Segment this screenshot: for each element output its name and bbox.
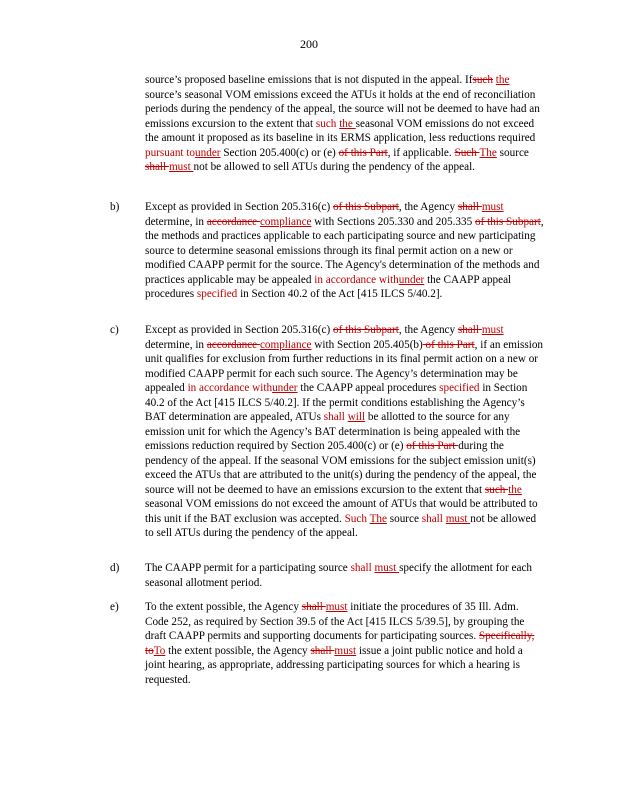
item-text bbox=[145, 200, 545, 302]
text-run: , the Agency bbox=[398, 201, 458, 213]
inserted-text: must bbox=[325, 601, 348, 613]
deleted-text: such bbox=[484, 483, 509, 496]
inserted-text: must bbox=[168, 161, 194, 173]
deleted-text: shall bbox=[457, 324, 482, 336]
item-label: d) bbox=[110, 562, 120, 574]
item-label: c) bbox=[110, 324, 119, 336]
text-run: during the pendency of the appeal. If the seasonal VOM emissions for the subject emission unit(s) exceed the ATUs that are attributed to the unit(s) during the pendency of the appeal, the source will not be deemed to have an emissions excursion to the extent that bbox=[145, 440, 537, 496]
revised-text: such bbox=[315, 117, 340, 130]
text-run: in Section 40.2 of the Act [415 ILCS 5/40.2]. If the permit conditions establishing the Agency’s BAT determination are appealed, ATUs bbox=[145, 382, 528, 423]
text-run: not be allowed to sell ATUs during the pendency of the appeal. bbox=[145, 512, 537, 539]
revised-text: shall bbox=[421, 512, 446, 525]
revised-text: Such bbox=[344, 512, 370, 525]
text-run: source’s seasonal VOM emissions exceed the ATUs it holds at the end of reconciliation periods during the pendency of the appeal, the source will not be deemed to have had an emissions excursion to the extent that bbox=[145, 88, 540, 130]
revised-text: specified bbox=[196, 288, 238, 300]
text-run: the CAAPP appeal procedures bbox=[145, 273, 512, 300]
inserted-text: The bbox=[369, 512, 387, 525]
inserted-text: under bbox=[398, 273, 425, 286]
deleted-text: of this Part bbox=[338, 146, 388, 159]
item-label: b) bbox=[110, 201, 120, 213]
text-run: determine, in bbox=[145, 338, 207, 351]
deleted-text: of this Subpart bbox=[332, 201, 399, 213]
inserted-text: under bbox=[272, 382, 298, 394]
text-run: , if an emission unit qualifies for exclusion from further reductions in its final permit action on a new or modified CAAPP permit for each such source. The Agency’s determination may be appealed bbox=[145, 338, 544, 394]
text-run: issue a joint public notice and hold a joint hearing, as appropriate, addressing participating sources for which a hearing is requested. bbox=[145, 644, 523, 686]
inserted-text: must bbox=[445, 512, 471, 525]
intro-paragraph bbox=[145, 73, 545, 175]
revised-text: specified bbox=[439, 382, 480, 394]
deleted-text: of this Subpart bbox=[474, 215, 541, 228]
text-run: The CAAPP permit for a participating source bbox=[145, 562, 351, 574]
revised-text: pursuant to bbox=[145, 146, 196, 159]
item-text bbox=[145, 561, 545, 590]
inserted-text: compliance bbox=[259, 215, 312, 228]
text-run: seasonal VOM emissions do not exceed the amount it proposed as its baseline in its ERMS application, less reductions required bbox=[145, 117, 536, 144]
text-run: the extent possible, the Agency bbox=[165, 644, 311, 657]
text-run: in Section 40.2 of the Act [415 ILCS 5/40.2]. bbox=[237, 288, 443, 300]
inserted-text: under bbox=[195, 146, 221, 159]
text-run: with Sections 205.330 and 205.335 bbox=[311, 215, 475, 228]
text-run: be allotted to the source for any emission unit for which the Agency’s BAT determination is being appealed with the emissions reduction required by Section 205.400(c) or (e) bbox=[145, 411, 521, 452]
text-run: source bbox=[496, 146, 529, 159]
inserted-text: To bbox=[153, 644, 166, 657]
text-run: To the extent possible, the Agency bbox=[145, 601, 302, 613]
inserted-text: must bbox=[481, 201, 504, 213]
revised-text: shall bbox=[350, 562, 375, 574]
revised-text: in accordance with bbox=[187, 382, 273, 394]
text-run: seasonal VOM emissions do not exceed the amount of ATUs that would be attributed to this unit if the BAT exclusion was accepted. bbox=[145, 498, 538, 525]
inserted-text: The bbox=[479, 146, 497, 159]
deleted-text: of this Part bbox=[406, 440, 459, 452]
deleted-text: accordance bbox=[206, 215, 260, 228]
text-run: determine, in bbox=[145, 215, 207, 228]
inserted-text: must bbox=[334, 644, 357, 657]
deleted-text: such bbox=[472, 74, 493, 86]
text-run: , the Agency bbox=[398, 324, 458, 336]
inserted-text: the bbox=[495, 74, 510, 86]
deleted-text: shall bbox=[301, 601, 326, 613]
item-label: e) bbox=[110, 601, 119, 613]
inserted-text: must bbox=[374, 562, 400, 574]
deleted-text: Specifically, to bbox=[145, 630, 535, 657]
deleted-text: of this Part bbox=[422, 338, 475, 351]
deleted-text: shall bbox=[457, 201, 482, 213]
text-run: with Section 205.405(b) bbox=[311, 338, 423, 351]
revised-text: shall bbox=[323, 411, 348, 423]
page-number: 200 bbox=[300, 37, 318, 51]
text-run: specify the allotment for each seasonal allotment period. bbox=[145, 562, 533, 589]
inserted-text: the bbox=[508, 483, 522, 496]
text-run: the CAAPP appeal procedures bbox=[297, 382, 440, 394]
deleted-text: of this Subpart bbox=[332, 324, 399, 336]
inserted-text: will bbox=[347, 411, 366, 423]
text-run: Except as provided in Section 205.316(c) bbox=[145, 201, 333, 213]
text-run: initiate the procedures of 35 Ill. Adm. Code 252, as required by Section 39.5 of the Act [415 ILCS 5/39.5], by grouping the draft CAAPP permits and supporting documents for participating sources. bbox=[145, 601, 525, 642]
inserted-text: must bbox=[481, 324, 504, 336]
text-run: , the methods and practices applicable to each participating source and new participating source to determine seasonal emissions through its final permit action on a new or modified CAAPP permit for the source. The Agency's determination of the methods and practices applicable may be appealed bbox=[145, 215, 544, 286]
item-text bbox=[145, 323, 545, 541]
item-text bbox=[145, 600, 545, 687]
inserted-text: the bbox=[339, 117, 356, 130]
revised-text: in accordance with bbox=[314, 273, 399, 286]
deleted-text: shall bbox=[310, 644, 335, 657]
deleted-text: Such bbox=[454, 146, 480, 159]
inserted-text: compliance bbox=[259, 338, 312, 351]
text-run: , if applicable. bbox=[387, 146, 455, 159]
text-run: not be allowed to sell ATUs during the pendency of the appeal. bbox=[193, 161, 475, 173]
text-run: Except as provided in Section 205.316(c) bbox=[145, 324, 333, 336]
deleted-text: shall bbox=[145, 161, 169, 173]
deleted-text: accordance bbox=[206, 338, 260, 351]
text-run: source bbox=[386, 512, 422, 525]
text-run: Section 205.400(c) or (e) bbox=[220, 146, 339, 159]
text-run: source’s proposed baseline emissions that is not disputed in the appeal. If bbox=[145, 74, 473, 86]
